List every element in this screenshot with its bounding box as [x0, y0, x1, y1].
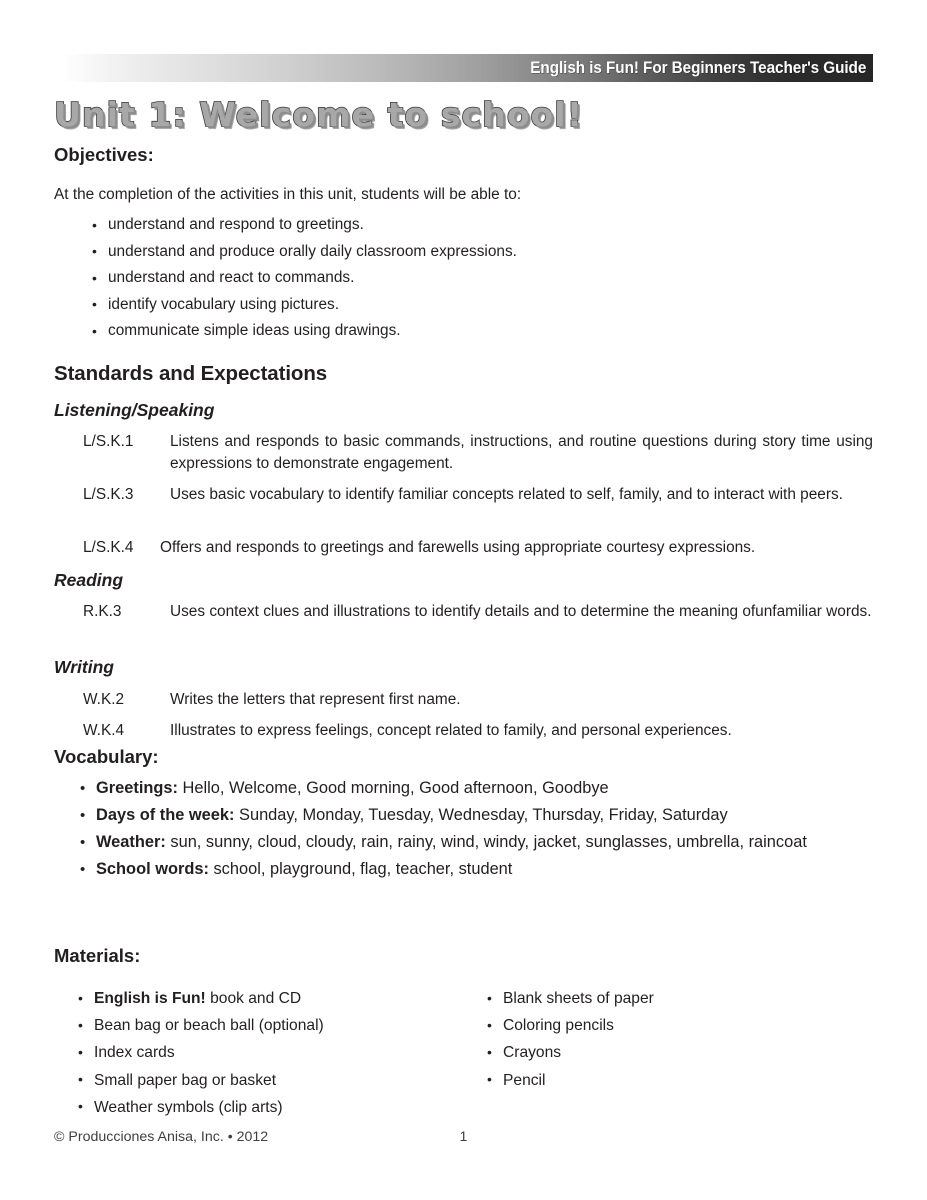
material-item	[487, 1067, 827, 1094]
standard-text: Offers and responds to greetings and farewells using appropriate courtesy expressions.	[160, 539, 756, 556]
standards-group-listening-speaking: Listening/Speaking	[54, 400, 215, 420]
vocabulary-item-label: School words:	[96, 860, 209, 878]
standard-entry-ls-k-4	[83, 537, 873, 559]
standard-code: L/S.K.3	[83, 486, 134, 503]
vocabulary-item-words: school, playground, flag, teacher, student	[208, 860, 513, 878]
standard-entry-ls-k-3	[83, 484, 873, 506]
objectives-intro: At the completion of the activities in this unit, students will be able to:	[54, 186, 522, 203]
material-item-text: Bean bag or beach ball (optional)	[94, 1017, 324, 1035]
material-item-emphasis: English is Fun!	[94, 990, 206, 1007]
material-item	[78, 985, 478, 1012]
objectives-list	[92, 212, 517, 345]
material-item	[487, 1012, 827, 1039]
standard-code: R.K.3	[83, 603, 122, 620]
footer-page-number: 1	[459, 1129, 468, 1145]
vocabulary-item-label: Greetings:	[96, 779, 178, 797]
standard-code: L/S.K.4	[83, 539, 134, 556]
vocabulary-item	[80, 806, 873, 825]
objective-item: • understand and react to commands.	[92, 265, 517, 292]
running-header-bar	[62, 54, 873, 82]
material-item-text: Crayons	[503, 1044, 562, 1062]
running-header-title: English is Fun! For Beginners Teacher's Guide	[530, 58, 866, 77]
material-item	[78, 1067, 478, 1094]
vocabulary-heading: Vocabulary:	[54, 746, 159, 767]
vocabulary-item	[80, 833, 873, 852]
standard-text: Listens and responds to basic commands, instructions, and routine questions during story time using expressions to demonstrate engagement.	[170, 433, 873, 472]
material-item-text: Index cards	[94, 1044, 175, 1062]
objective-item: • communicate simple ideas using drawings.	[92, 318, 517, 345]
material-item-text: Small paper bag or basket	[94, 1071, 277, 1089]
vocabulary-item-words: Hello, Welcome, Good morning, Good afternoon, Goodbye	[177, 779, 609, 797]
material-item-text: Pencil	[503, 1071, 546, 1089]
material-item	[487, 1039, 827, 1066]
standard-entry-w-k-2	[83, 689, 873, 711]
standard-text: Writes the letters that represent first name.	[170, 691, 461, 708]
standard-code: L/S.K.1	[83, 433, 134, 450]
objective-item: • understand and produce orally daily classroom expressions.	[92, 239, 517, 266]
vocabulary-item	[80, 779, 873, 798]
standard-text: Uses basic vocabulary to identify familiar concepts related to self, family, and to interact with peers.	[170, 486, 843, 503]
standards-group-writing: Writing	[54, 657, 114, 677]
vocabulary-item	[80, 860, 873, 879]
vocabulary-item-words: sun, sunny, cloud, cloudy, rain, rainy, wind, windy, jacket, sunglasses, umbrella, raincoat	[165, 833, 807, 851]
vocabulary-item-label: Weather:	[96, 833, 166, 851]
material-item-text: Weather symbols (clip arts)	[94, 1098, 283, 1116]
materials-list-right	[487, 985, 827, 1094]
material-item	[78, 1039, 478, 1066]
material-item	[487, 985, 827, 1012]
vocabulary-item-words: Sunday, Monday, Tuesday, Wednesday, Thursday, Friday, Saturday	[234, 806, 728, 824]
standard-text: Illustrates to express feelings, concept related to family, and personal experiences.	[170, 722, 732, 739]
standard-entry-ls-k-1	[83, 431, 873, 474]
material-item	[78, 1012, 478, 1039]
standard-entry-r-k-3	[83, 601, 873, 623]
material-item-text: Coloring pencils	[503, 1017, 614, 1035]
standards-group-reading: Reading	[54, 570, 124, 590]
standard-code: W.K.4	[83, 722, 125, 739]
material-item-text: book and CD	[205, 990, 302, 1007]
material-item-text: Blank sheets of paper	[503, 990, 654, 1007]
vocabulary-list	[80, 779, 873, 887]
objectives-heading: Objectives:	[54, 144, 154, 165]
objective-item: • identify vocabulary using pictures.	[92, 292, 517, 319]
standard-entry-w-k-4	[83, 720, 873, 742]
vocabulary-item-label: Days of the week:	[96, 806, 235, 824]
material-item	[78, 1094, 478, 1121]
page-footer	[54, 1129, 873, 1149]
footer-copyright: © Producciones Anisa, Inc. • 2012	[54, 1129, 269, 1145]
materials-list-left	[78, 985, 478, 1121]
unit-title: Unit 1: Welcome to school!	[54, 95, 583, 134]
standard-text: Uses context clues and illustrations to identify details and to determine the meaning ofunfamiliar words.	[170, 603, 872, 620]
standards-heading: Standards and Expectations	[54, 362, 328, 385]
materials-heading: Materials:	[54, 945, 141, 966]
objective-item: • understand and respond to greetings.	[92, 212, 517, 239]
standard-code: W.K.2	[83, 691, 125, 708]
